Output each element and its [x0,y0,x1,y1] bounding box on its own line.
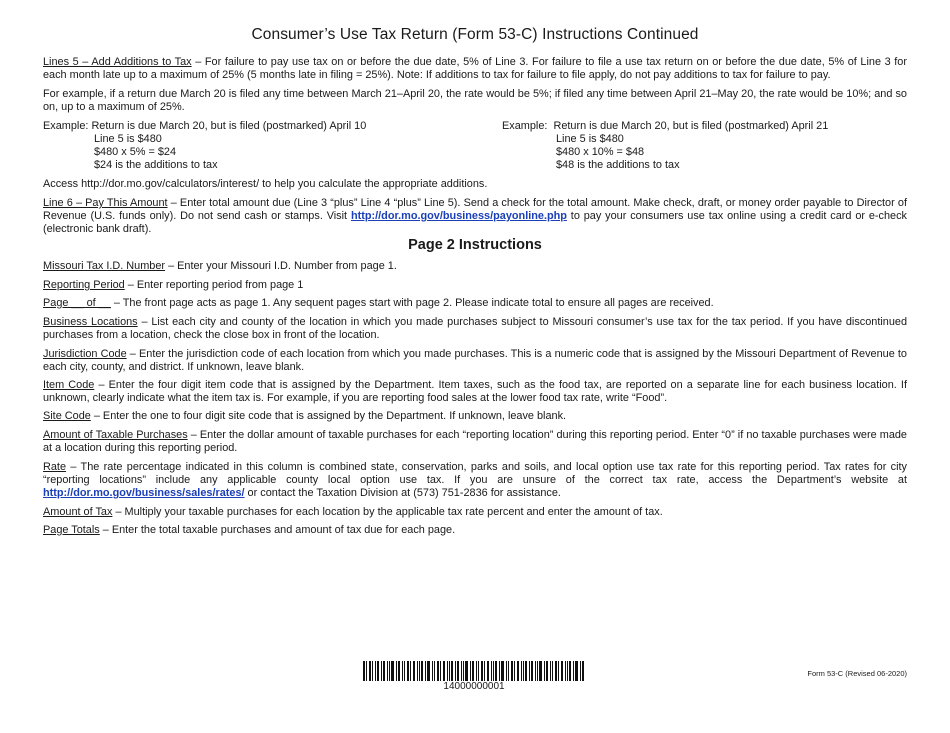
instruction-text: – The front page acts as page 1. Any sequent pages start with page 2. Please indicate total to ensure all pages are received. [110,297,714,309]
rates-link[interactable]: http://dor.mo.gov/business/sales/rates/ [43,487,245,499]
example-line: $48 is the additions to tax [556,159,680,171]
instruction-text: – Enter your Missouri I.D. Number from page 1. [165,260,397,272]
instruction-term: Amount of Tax [43,506,113,518]
instruction-page-totals [43,524,907,537]
example-first-line: Return is due March 20, but is filed (postmarked) April 10 [91,120,367,132]
instruction-term: Item Code [43,379,95,391]
line5-example-paragraph: For example, if a return due March 20 is filed any time between March 21–April 20, the rate would be 5%; if filed any time between April 21–May 20, the rate would be 10%; and so on, up to a maximum of 25%. [43,88,907,113]
line5-heading: Lines 5 – Add Additions to Tax [43,56,192,68]
instruction-text: – The rate percentage indicated in this column is combined state, conservation, parks and soils, and local option use tax rate for this reporting period. Tax rates for city “reporting locations” include any applicable county local option use tax. If you are unsure of the correct tax rate, access the Department’s website at [43,461,907,486]
instruction-text: – Enter the four digit item code that is assigned by the Department. Item taxes, such as the food tax, are reported on a separate line for each business location. If unknown, clearly indicate what the item tax is. For example, if you are reporting food sales at the lower food tax rate, write “Food”. [43,379,907,404]
instruction-term: Site Code [43,410,91,422]
instruction-tax-id [43,260,907,273]
instruction-term: Page Totals [43,524,100,536]
barcode-number: 14000000001 [443,681,505,692]
instruction-term: Missouri Tax I.D. Number [43,260,166,272]
example-right [502,120,828,172]
form-id: Form 53-C (Revised 06-2020) [807,669,907,678]
instruction-business-locations [43,316,907,342]
access-paragraph: Access http://dor.mo.gov/calculators/interest/ to help you calculate the appropriate additions. [43,178,488,190]
instruction-amount-of-tax [43,506,907,519]
instruction-jurisdiction-code [43,348,907,374]
example-line: Line 5 is $480 [556,133,624,145]
instruction-taxable-purchases [43,429,907,455]
example-line: $480 x 5% = $24 [94,146,177,158]
example-first-line: Return is due March 20, but is filed (postmarked) April 21 [553,120,829,132]
line5-paragraph [43,56,907,82]
line6-paragraph [43,197,907,236]
instruction-reporting-period [43,279,907,292]
instruction-term: Business Locations [43,316,138,328]
line6-text-after: to pay your consumers use tax online using a credit card or e-check (electronic bank draft). [43,210,908,235]
example-line: $24 is the additions to tax [94,159,218,171]
instruction-text: – Enter the jurisdiction code of each location from which you made purchases. This is a numeric code that is assigned by the Missouri Department of Revenue to each city, county, and district. If unknown, leave blank. [43,348,907,373]
barcode-image [363,661,585,681]
example-left [43,120,366,172]
instruction-term: Jurisdiction Code [43,348,127,360]
instruction-site-code [43,410,907,423]
example-label: Example: [502,120,548,132]
instruction-item-code [43,379,907,405]
instruction-text: – Multiply your taxable purchases for each location by the applicable tax rate percent and enter the amount of tax. [112,506,663,518]
instruction-text: – Enter the one to four digit site code that is assigned by the Department. If unknown, leave blank. [90,410,567,422]
instruction-text-after: or contact the Taxation Division at (573) 751-2836 for assistance. [244,487,561,499]
instruction-page-of [43,297,907,310]
line6-heading: Line 6 – Pay This Amount [43,197,168,209]
line5-text: – For failure to pay use tax on or before the due date, 5% of Line 3. For failure to file a use tax return on or before the due date, 5% of Line 3 for each month late up to a maximum of 25% (5 months late in filing = 25%). Note: If additions to tax for failure to file apply, do not pay additions to tax for failure to pay. [43,56,907,81]
instruction-term: Page __ of __ [43,297,111,309]
payonline-link[interactable]: http://dor.mo.gov/business/payonline.php [350,210,567,222]
example-line: $480 x 10% = $48 [556,146,645,158]
page-title: Consumer’s Use Tax Return (Form 53-C) Instructions Continued [251,26,699,43]
example-label: Example: [43,120,89,132]
instruction-term: Amount of Taxable Purchases [43,429,188,441]
example-line: Line 5 is $480 [94,133,162,145]
instruction-text: – Enter reporting period from page 1 [124,279,304,291]
page2-heading: Page 2 Instructions [408,237,542,253]
instruction-text: – List each city and county of the location in which you made purchases subject to Missouri consumer’s use tax for the tax period. If you have discontinued purchases from a location, check the close box in front of the location. [43,316,907,341]
instruction-rate [43,461,907,500]
instruction-text: – Enter the total taxable purchases and amount of tax due for each page. [99,524,456,536]
instruction-term: Reporting Period [43,279,125,291]
instruction-text: – Enter the dollar amount of taxable purchases for each “reporting location” during this reporting period. Enter “0” if no taxable purchases were made at a location during this reporting period. [43,429,907,454]
line6-text: – Enter total amount due (Line 3 “plus” Line 4 “plus” Line 5). Send a check for the total amount. Make check, draft, or money order payable to Director of Revenue (U.S. funds only). Do not send cash or stamps. Visit [43,197,907,222]
instruction-term: Rate [43,461,67,473]
